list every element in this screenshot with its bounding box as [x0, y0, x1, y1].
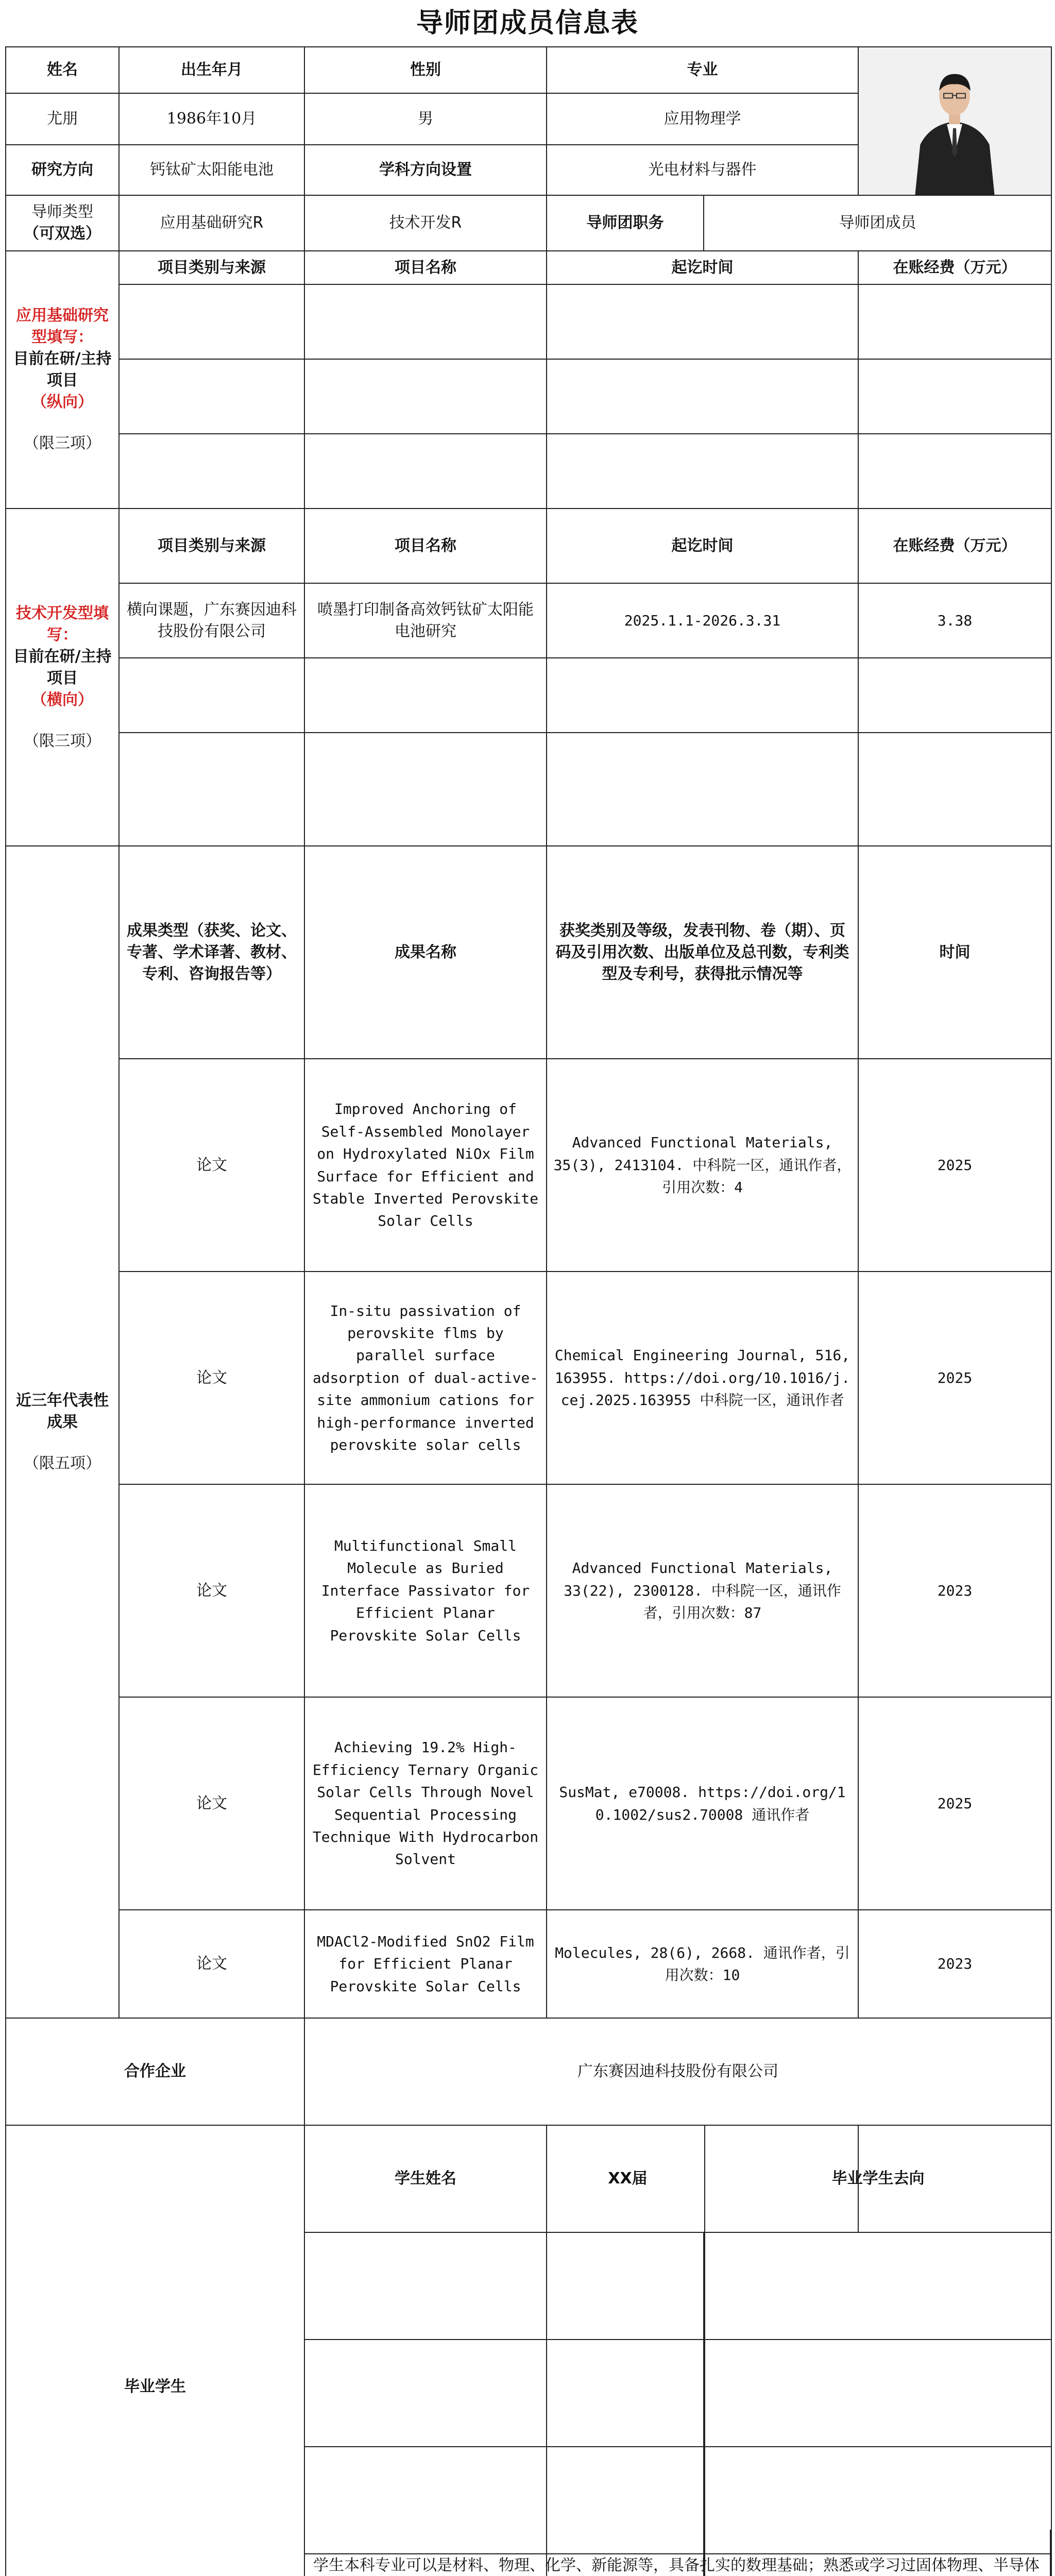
major-label: 专业 [547, 47, 859, 94]
mentor-photo [859, 47, 1052, 196]
partner-value[interactable]: 广东赛因迪科技股份有限公司 [305, 2019, 1052, 2126]
achievements-header-detail: 获奖类别及等级，发表刊物、卷（期）、页码及引用次数、出版单位及总刊数，专利类型及专利号，获得批示情况等 [547, 846, 859, 1059]
applied-label-limit: （限三项） [24, 434, 101, 452]
requirements-row [5, 2530, 1051, 2576]
graduates-header-name: 学生姓名 [305, 2126, 547, 2233]
achievement-5-type[interactable]: 论文 [120, 1910, 305, 2019]
name-label: 姓名 [6, 47, 120, 94]
tech-row2-period[interactable] [547, 658, 859, 733]
discipline-label: 学科方向设置 [305, 145, 547, 196]
applied-header-funding: 在账经费（万元） [859, 251, 1052, 285]
achievement-3-type[interactable]: 论文 [120, 1485, 305, 1698]
role-label: 导师团职务 [547, 196, 704, 250]
direction-value: 钙钛矿太阳能电池 [120, 145, 305, 196]
applied-row2-name[interactable] [305, 360, 547, 434]
major-value: 应用物理学 [547, 94, 859, 145]
tech-row1-source[interactable]: 横向课题，广东赛因迪科技股份有限公司 [120, 584, 305, 658]
achievement-4-name[interactable]: Achieving 19.2% High-Efficiency Ternary Organic Solar Cells Through Novel Sequential Processing Technique With Hydrocarbon Solvent [305, 1698, 547, 1910]
mentor-type-label-line1: 导师类型 [31, 203, 93, 221]
achievement-4-time[interactable]: 2025 [859, 1698, 1052, 1910]
tech-row3-funding[interactable] [859, 733, 1052, 846]
achievement-3-time[interactable]: 2023 [859, 1485, 1052, 1698]
gender-label: 性别 [305, 47, 547, 94]
graduate-row1-name[interactable] [305, 2233, 547, 2340]
applied-row3-name[interactable] [305, 434, 547, 509]
tech-row3-source[interactable] [120, 733, 305, 846]
name-value: 尤朋 [6, 94, 120, 145]
tech-section-label [6, 509, 120, 846]
graduate-row2-destination[interactable] [704, 2340, 1052, 2447]
graduate-row2-name[interactable] [305, 2340, 547, 2447]
applied-label-line2: 目前在研/主持项目 [13, 350, 112, 389]
achievement-2-detail[interactable]: Chemical Engineering Journal, 516, 163955. https://doi.org/10.1016/j.cej.2025.163955 中科院一区，通讯作者 [547, 1272, 859, 1485]
achievement-5-name[interactable]: MDACl2-Modified SnO2 Film for Efficient Planar Perovskite Solar Cells [305, 1910, 547, 2019]
applied-header-name: 项目名称 [305, 251, 547, 285]
tech-label-line1: 技术开发型填写： [16, 604, 109, 644]
graduate-row1-destination[interactable] [704, 2233, 1052, 2340]
applied-header-period: 起讫时间 [547, 251, 859, 285]
birth-value: 1986年10月 [120, 94, 305, 145]
achievement-1-name[interactable]: Improved Anchoring of Self-Assembled Monolayer on Hydroxylated NiOx Film Surface for Efficient and Stable Inverted Perovskite Solar Cells [305, 1059, 547, 1272]
achievement-4-type[interactable]: 论文 [120, 1698, 305, 1910]
tech-header-funding: 在账经费（万元） [859, 509, 1052, 584]
mentor-type-option-applied[interactable]: 应用基础研究R [120, 196, 305, 251]
mentor-info-table [5, 46, 1052, 2576]
graduates-label: 毕业学生 [6, 2126, 305, 2576]
applied-label-line3: （纵向） [31, 393, 93, 411]
achievement-5-detail[interactable]: Molecules, 28(6), 2668. 通讯作者，引用次数：10 [547, 1910, 859, 2019]
tech-row2-name[interactable] [305, 658, 547, 733]
achievements-label-limit: （限五项） [24, 1454, 101, 1472]
tech-row1-name[interactable]: 喷墨打印制备高效钙钛矿太阳能电池研究 [305, 584, 547, 658]
achievement-2-name[interactable]: In-situ passivation of perovskite flms by parallel surface adsorption of dual-active-site ammonium cations for high-performance inverted perovskite solar cells [305, 1272, 547, 1485]
achievement-2-type[interactable]: 论文 [120, 1272, 305, 1485]
graduate-row2-year[interactable] [547, 2340, 704, 2447]
tech-label-line3: （横向） [31, 690, 93, 709]
requirements-text[interactable]: 学生本科专业可以是材料、物理、化学、新能源等，具备扎实的数理基础；熟悉或学习过固体物理、半导体 [305, 2530, 1051, 2576]
applied-section-label [6, 251, 120, 509]
tech-row3-period[interactable] [547, 733, 859, 846]
applied-row3-source[interactable] [120, 434, 305, 509]
gender-value: 男 [305, 94, 547, 145]
achievement-1-time[interactable]: 2025 [859, 1059, 1052, 1272]
achievements-label-line1: 近三年代表性成果 [16, 1391, 109, 1431]
applied-row1-source[interactable] [120, 285, 305, 360]
mentor-type-option-tech[interactable]: 技术开发R [305, 196, 547, 251]
discipline-value: 光电材料与器件 [547, 145, 859, 196]
role-row [547, 196, 1052, 251]
achievements-header-name: 成果名称 [305, 846, 547, 1059]
portrait-image [859, 47, 1051, 195]
applied-row2-period[interactable] [547, 360, 859, 434]
applied-label-line1: 应用基础研究型填写： [16, 307, 109, 346]
applied-row1-period[interactable] [547, 285, 859, 360]
role-value: 导师团成员 [839, 214, 916, 232]
tech-header-name: 项目名称 [305, 509, 547, 584]
mentor-type-label [6, 196, 120, 251]
tech-row2-source[interactable] [120, 658, 305, 733]
graduates-header-destination: 毕业学生去向 [704, 2126, 1052, 2233]
achievements-header-type: 成果类型（获奖、论文、专著、学术译著、教材、专利、咨询报告等） [120, 846, 305, 1059]
achievement-4-detail[interactable]: SusMat, e70008. https://doi.org/10.1002/sus2.70008 通讯作者 [547, 1698, 859, 1910]
birth-label: 出生年月 [120, 47, 305, 94]
tech-row1-period[interactable]: 2025.1.1-2026.3.31 [547, 584, 859, 658]
form-title: 导师团成员信息表 [416, 7, 639, 39]
graduates-header-year: XX届 [547, 2126, 859, 2233]
tech-row1-funding[interactable]: 3.38 [859, 584, 1052, 658]
mentor-type-label-line2: （可双选） [24, 225, 101, 243]
partner-label: 合作企业 [6, 2019, 305, 2126]
achievement-3-detail[interactable]: Advanced Functional Materials, 33(22), 2300128. 中科院一区，通讯作者，引用次数：87 [547, 1485, 859, 1698]
direction-label: 研究方向 [6, 145, 120, 196]
achievement-1-detail[interactable]: Advanced Functional Materials, 35(3), 2413104. 中科院一区，通讯作者，引用次数：4 [547, 1059, 859, 1272]
applied-row3-period[interactable] [547, 434, 859, 509]
applied-row1-name[interactable] [305, 285, 547, 360]
applied-header-source: 项目类别与来源 [120, 251, 305, 285]
achievements-section-label [6, 846, 120, 2019]
graduate-row1-year[interactable] [547, 2233, 704, 2340]
achievement-3-name[interactable]: Multifunctional Small Molecule as Buried Interface Passivator for Efficient Planar Perovskite Solar Cells [305, 1485, 547, 1698]
applied-row1-funding[interactable] [859, 285, 1052, 360]
tech-label-limit: （限三项） [24, 732, 101, 750]
achievement-1-type[interactable]: 论文 [120, 1059, 305, 1272]
achievement-5-time[interactable]: 2023 [859, 1910, 1052, 2019]
applied-row3-funding[interactable] [859, 434, 1052, 509]
tech-header-period: 起讫时间 [547, 509, 859, 584]
requirements-label [6, 2530, 305, 2576]
achievements-header-time: 时间 [859, 846, 1052, 1059]
achievement-2-time[interactable]: 2025 [859, 1272, 1052, 1485]
tech-row3-name[interactable] [305, 733, 547, 846]
applied-row2-source[interactable] [120, 360, 305, 434]
tech-row2-funding[interactable] [859, 658, 1052, 733]
applied-row2-funding[interactable] [859, 360, 1052, 434]
tech-header-source: 项目类别与来源 [120, 509, 305, 584]
tech-label-line2: 目前在研/主持项目 [13, 647, 112, 687]
